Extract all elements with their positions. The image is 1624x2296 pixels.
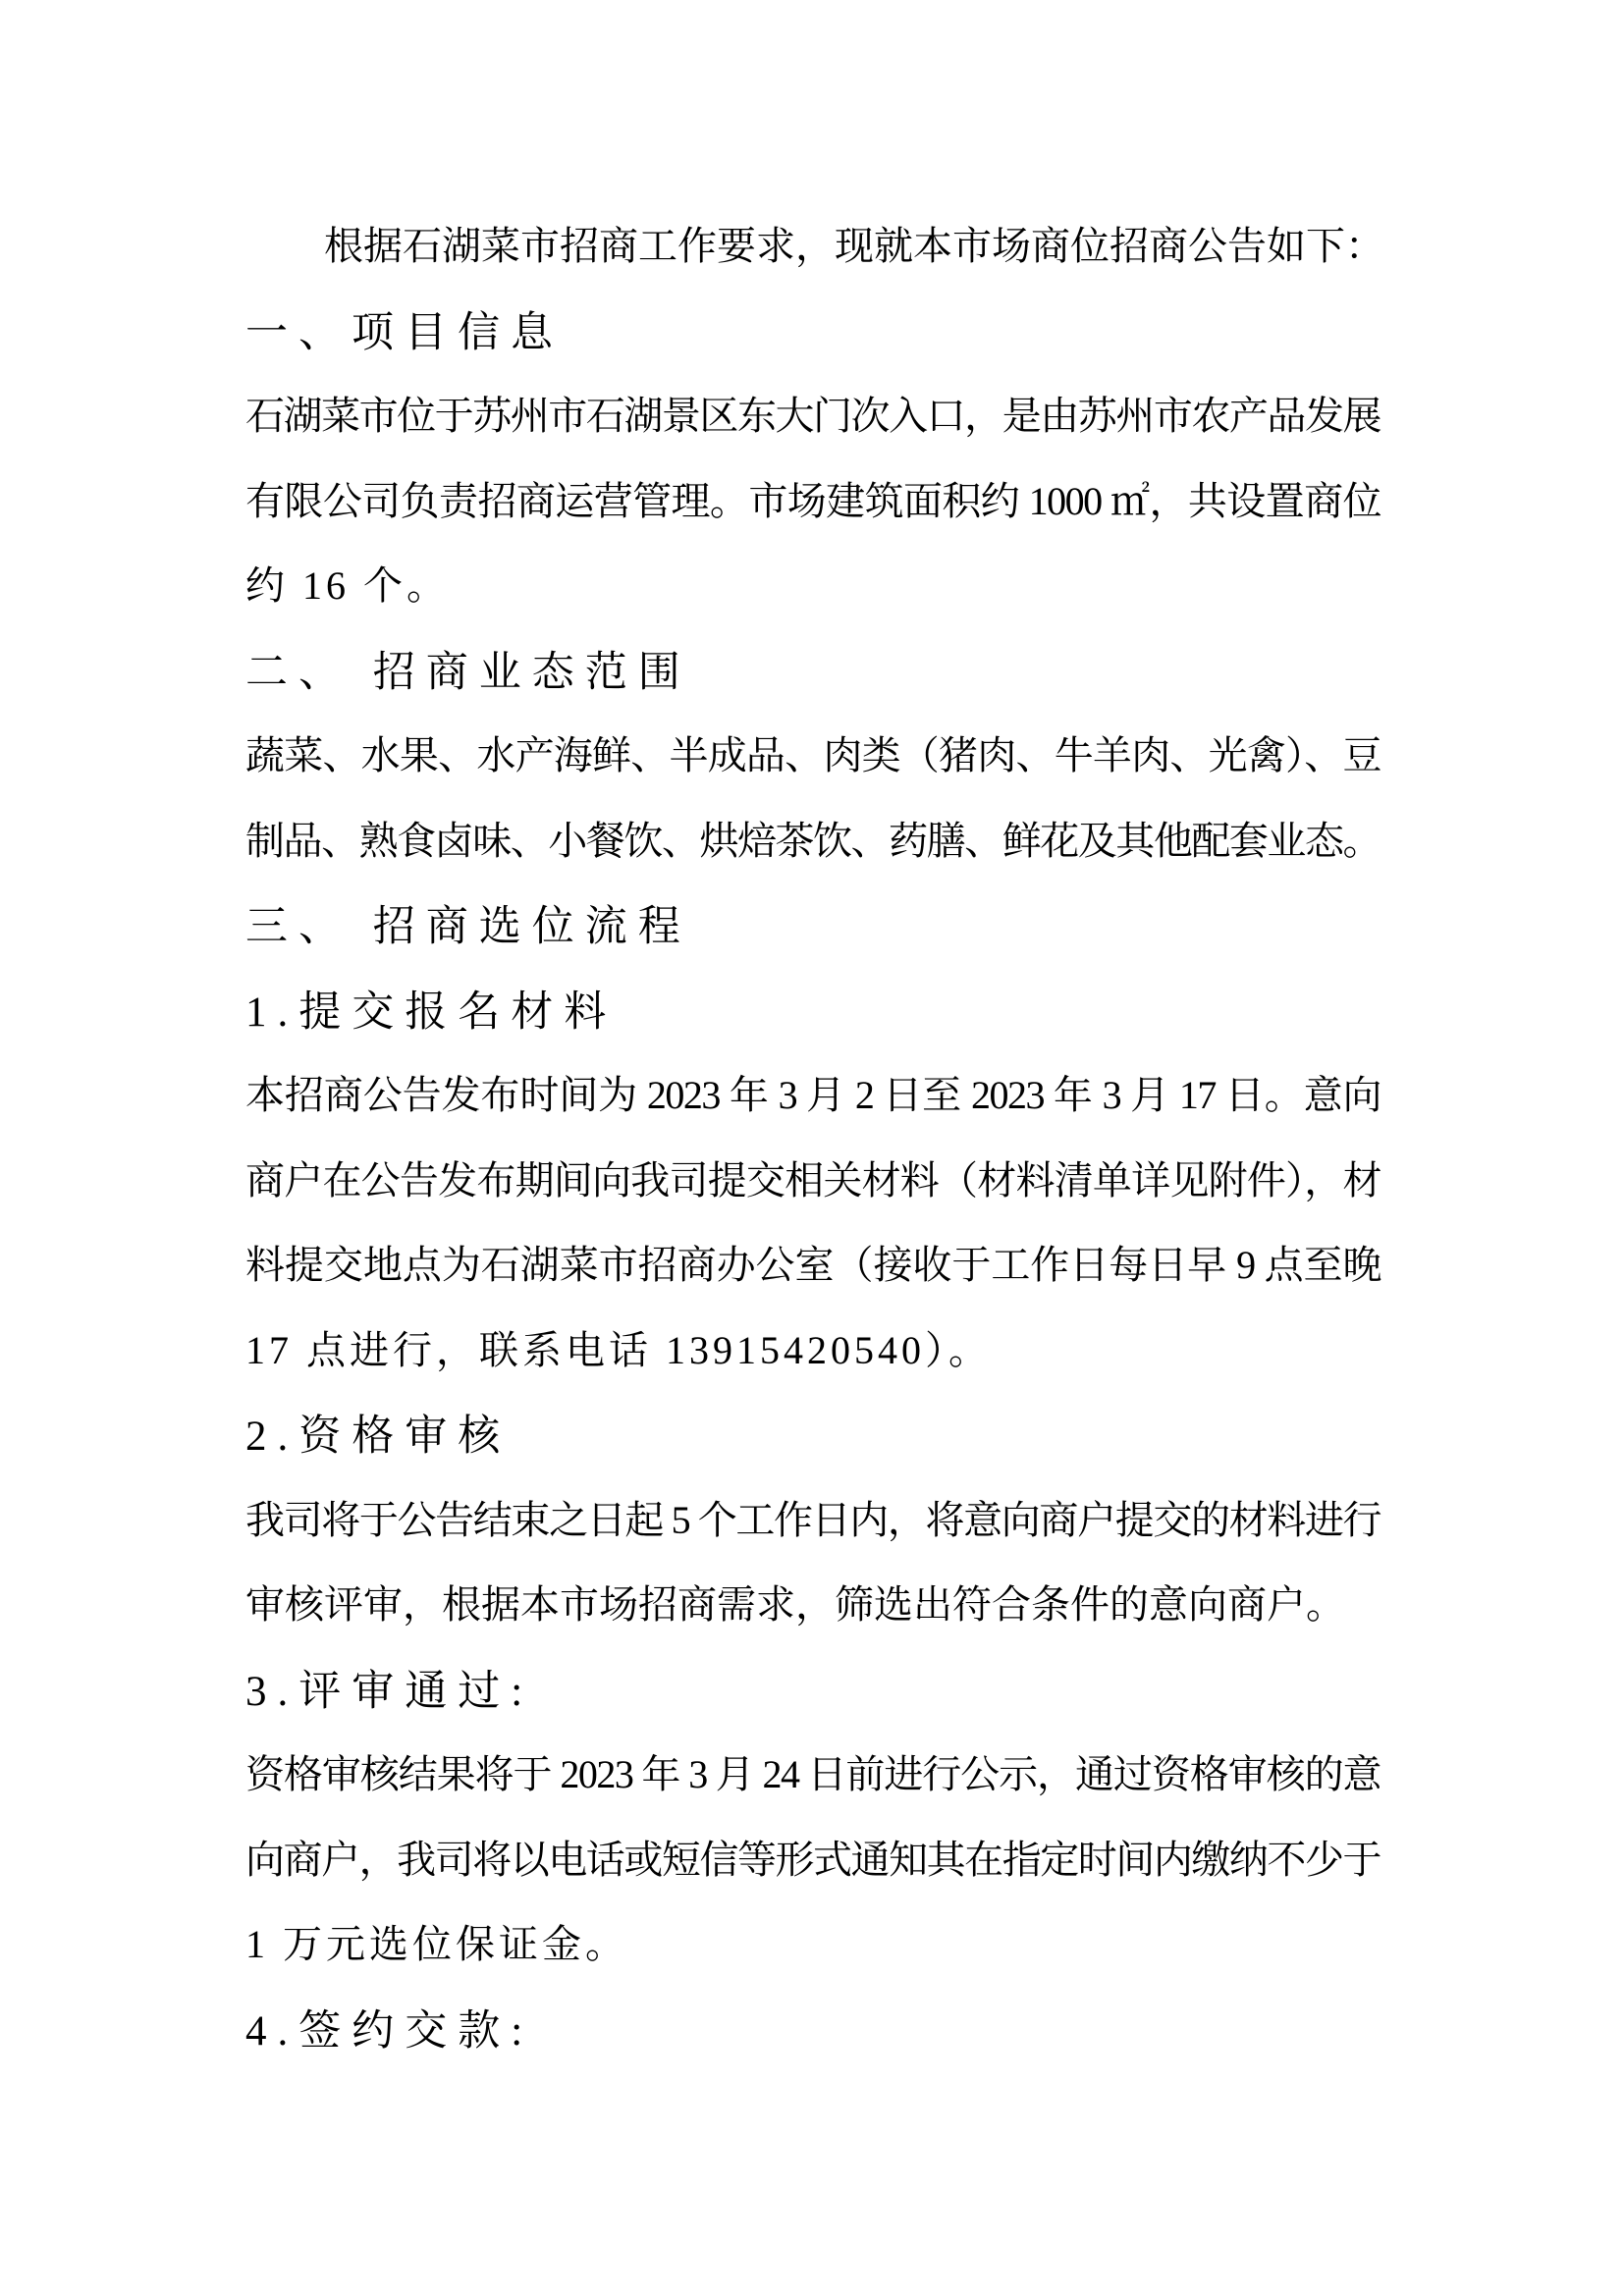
document-line: 资格审核结果将于 2023 年 3 月 24 日前进行公示，通过资格审核的意 xyxy=(245,1752,1380,1796)
document-line: 有限公司负责招商运营管理。市场建筑面积约 1000 ㎡，共设置商位 xyxy=(245,478,1380,523)
document-line: 约 16 个。 xyxy=(245,563,450,608)
document-line: 三、 招商选位流程 xyxy=(245,904,691,950)
document-line: 根据石湖菜市招商工作要求，现就本市场商位招商公告如下： xyxy=(324,224,1384,268)
document-line: 一、项目信息 xyxy=(245,309,564,356)
document-line: 本招商公告发布时间为 2023 年 3 月 2 日至 2023 年 3 月 17 日。意向 xyxy=(245,1073,1380,1117)
document-line: 4.签约交款: xyxy=(245,2007,534,2055)
document-line: 我司将于公告结束之日起 5 个工作日内，将意向商户提交的材料进行 xyxy=(245,1497,1380,1542)
document-line: 蔬菜、水果、水产海鲜、半成品、肉类（猪肉、牛羊肉、光禽）、豆 xyxy=(245,733,1380,777)
document-line: 1.提交报名材料 xyxy=(245,988,618,1036)
document-line: 料提交地点为石湖菜市招商办公室（接收于工作日每日早 9 点至晚 xyxy=(245,1243,1380,1287)
document-line: 2.资格审核 xyxy=(245,1414,512,1460)
document-line: 向商户，我司将以电话或短信等形式通知其在指定时间内缴纳不少于 xyxy=(245,1837,1380,1882)
document-line: 石湖菜市位于苏州市石湖景区东大门次入口，是由苏州市农产品发展 xyxy=(245,394,1380,438)
document-line: 3.评审通过: xyxy=(245,1668,534,1715)
document-line: 1 万元选位保证金。 xyxy=(245,1922,628,1966)
document-line: 商户在公告发布期间向我司提交相关材料（材料清单详见附件），材 xyxy=(245,1157,1380,1202)
document-line: 审核评审，根据本市场招商需求，筛选出符合条件的意向商户。 xyxy=(245,1582,1345,1627)
document-line: 制品、熟食卤味、小餐饮、烘焙茶饮、药膳、鲜花及其他配套业态。 xyxy=(245,818,1380,863)
document-line: 二、 招商业态范围 xyxy=(245,649,691,696)
document-line: 17 点进行，联系电话 13915420540）。 xyxy=(245,1327,992,1372)
